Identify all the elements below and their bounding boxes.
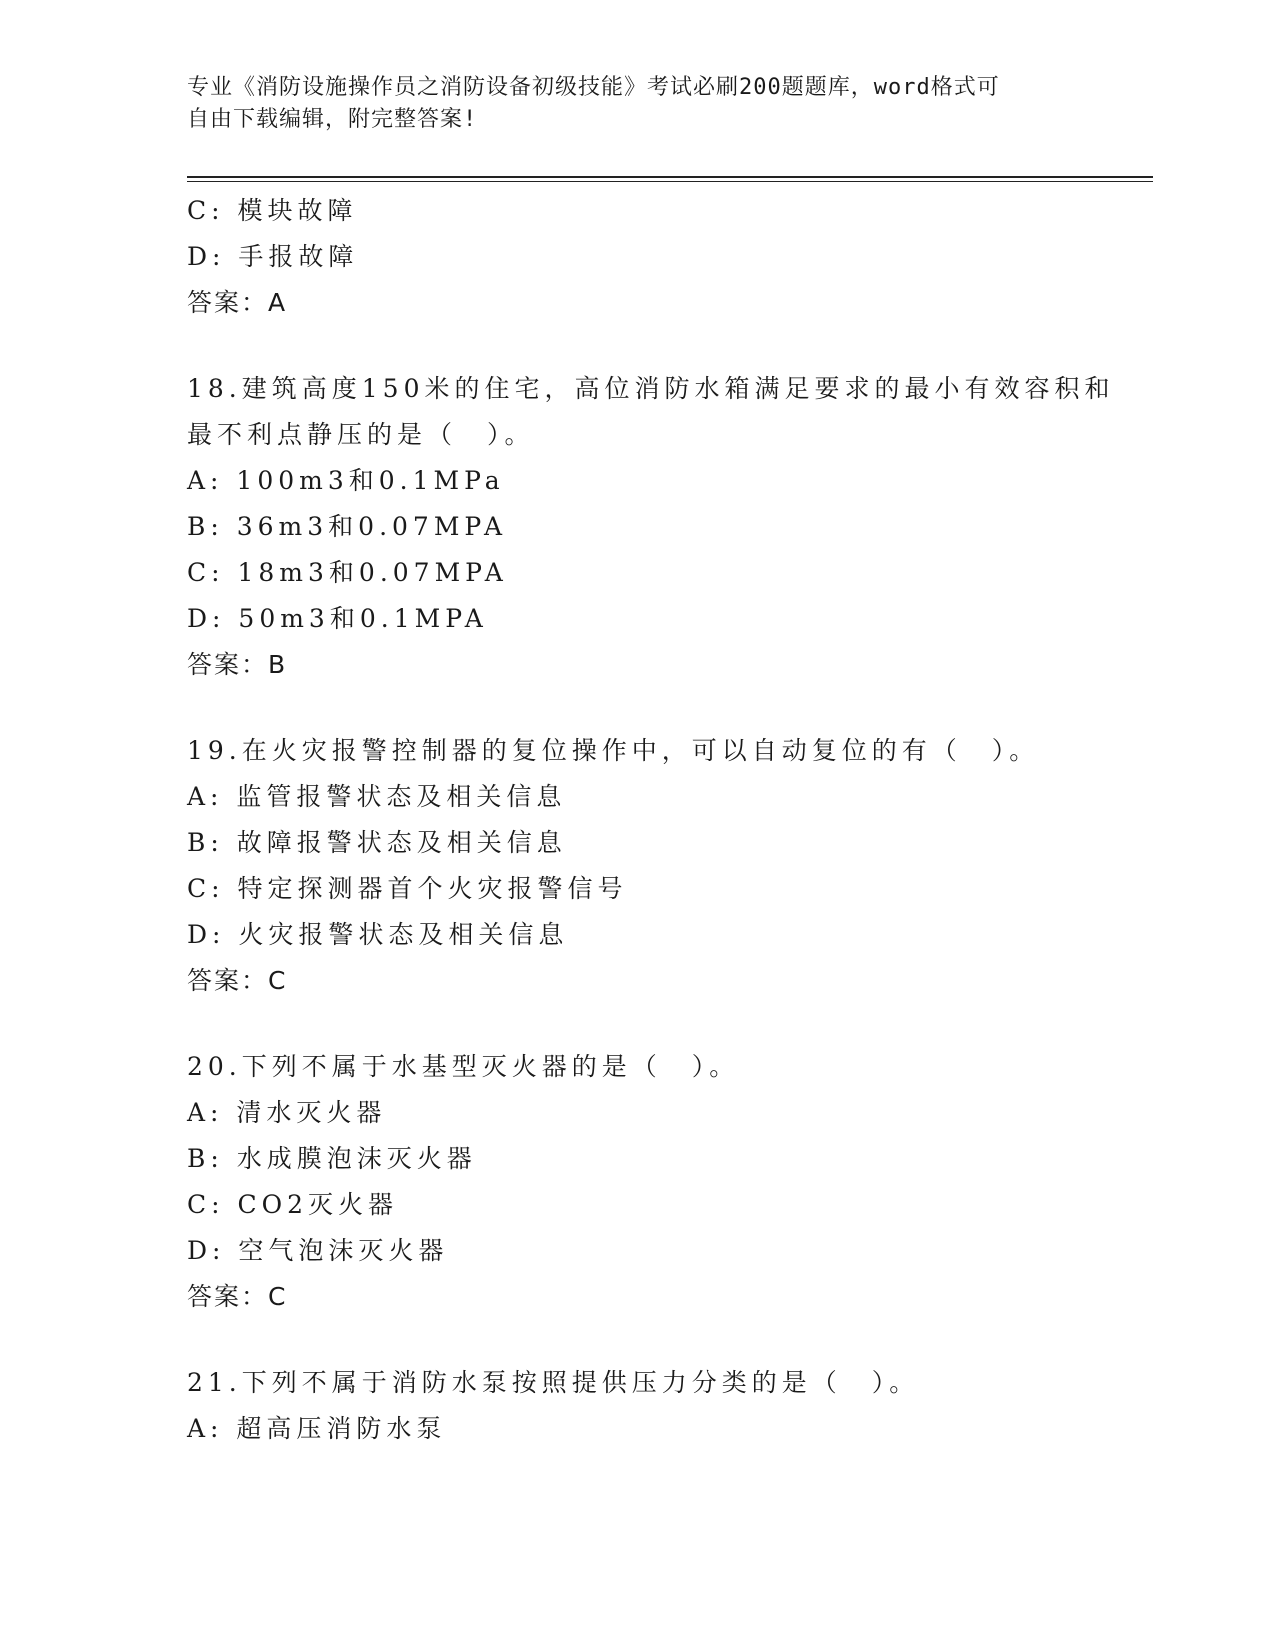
question-17-continued [187, 188, 1087, 326]
answer-label: 答案：A [187, 288, 288, 317]
question-21 [187, 1360, 1087, 1452]
spacer [187, 1004, 1087, 1044]
answer-label: 答案：C [187, 1282, 288, 1311]
question-text: 最不利点静压的是（ ）。 [187, 420, 535, 449]
option-c: C: CO2灭火器 [187, 1190, 399, 1219]
option-d: D: 50m3和0.1MPA [187, 604, 488, 633]
document-header [187, 72, 1067, 136]
question-text: 21.下列不属于消防水泵按照提供压力分类的是（ ）。 [187, 1368, 920, 1397]
option-d: D: 手报故障 [187, 242, 359, 271]
spacer [187, 688, 1087, 728]
spacer [187, 326, 1087, 366]
option-d: D: 空气泡沫灭火器 [187, 1236, 449, 1265]
spacer [187, 1320, 1087, 1360]
header-line-1: 专业《消防设施操作员之消防设备初级技能》考试必刷200题题库，word格式可 [187, 75, 1000, 100]
question-text: 19.在火灾报警控制器的复位操作中，可以自动复位的有（ ）。 [187, 736, 1040, 765]
option-a: A: 100m3和0.1MPa [187, 466, 505, 495]
option-b: B: 36m3和0.07MPA [187, 512, 508, 541]
header-divider [187, 176, 1153, 178]
option-d: D: 火灾报警状态及相关信息 [187, 920, 569, 949]
option-a: A: 监管报警状态及相关信息 [187, 782, 567, 811]
question-text: 20.下列不属于水基型灭火器的是（ ）。 [187, 1052, 740, 1081]
answer-label: 答案：B [187, 650, 288, 679]
option-c: C: 特定探测器首个火灾报警信号 [187, 874, 628, 903]
option-b: B: 水成膜泡沫灭火器 [187, 1144, 477, 1173]
answer-label: 答案：C [187, 966, 288, 995]
header-line-2: 自由下载编辑，附完整答案! [187, 107, 478, 132]
option-c: C: 模块故障 [187, 196, 358, 225]
question-19 [187, 728, 1087, 1004]
option-a: A: 清水灭火器 [187, 1098, 387, 1127]
option-a: A: 超高压消防水泵 [187, 1414, 447, 1443]
question-20 [187, 1044, 1087, 1320]
option-c: C: 18m3和0.07MPA [187, 558, 508, 587]
question-18 [187, 366, 1115, 688]
header-divider-thin [187, 181, 1153, 182]
document-body [187, 188, 1115, 1452]
option-b: B: 故障报警状态及相关信息 [187, 828, 567, 857]
question-text: 18.建筑高度150米的住宅，高位消防水箱满足要求的最小有效容积和 [187, 374, 1115, 403]
